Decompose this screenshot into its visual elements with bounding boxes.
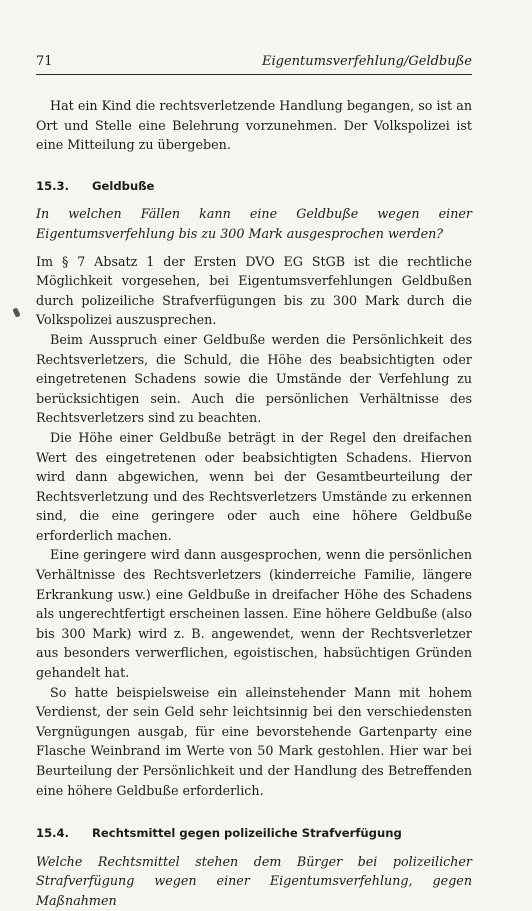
section-title: Rechtsmittel gegen polizeiliche Strafverfügung [92,826,402,841]
body-paragraph: Beim Ausspruch einer Geldbuße werden die Persönlichkeit des Rechtsverletzers, die Schuld, die Höhe des beabsichtigten oder eingetretenen Schadens sowie die Umstände der Verfehlung zu berücksichtigen sein. Auch die persönlichen Verhältnisse des Rechtsverletzers sind zu beachten. [36,331,472,426]
body-paragraph: So hatte beispielsweise ein alleinstehender Mann mit hohem Verdienst, der sein Geld sehr leichtsinnig bei den verschiedensten Vergnügungen ausgab, für eine bevorstehende Gartenparty eine Flasche Weinbrand im Werte von 50 Mark gestohlen. Hier war bei Beurteilung der Persönlichkeit und der Handlung des Betreffenden eine höhere Geldbuße erforderlich. [36,684,472,798]
section-heading-15-3 [36,177,472,197]
body-paragraph: Die Höhe einer Geldbuße beträgt in der Regel den dreifachen Wert des eingetretenen oder beabsichtigten Schadens. Hiervon wird dann abgewichen, wenn bei der Gesamtbeurteilung der Rechtsverletzung und des Rechtsverletzers Umstände zu erkennen sind, die eine geringere oder auch eine höhere Geldbuße erforderlich machen. [36,429,472,543]
body-paragraph: Im § 7 Absatz 1 der Ersten DVO EG StGB ist die rechtliche Möglichkeit vorgesehen, bei Eigentumsverfehlungen Geldbußen durch polizeiliche Strafverfügungen bis zu 300 Mark durch die Volkspolizei auszusprechen. [36,253,472,328]
section-number: 15.4. [36,826,70,841]
section-heading-15-4 [36,824,472,844]
running-title: Eigentumsverfehlung/Geldbuße [262,54,472,69]
margin-mark [12,307,20,317]
page-number: 71 [36,54,53,69]
intro-paragraph: Hat ein Kind die rechtsverletzende Handlung begangen, so ist an Ort und Stelle eine Belehrung vorzunehmen. Der Volkspolizei ist eine Mitteilung zu übergeben. [36,98,472,153]
section-question: In welchen Fällen kann eine Geldbuße wegen einer Eigentumsverfehlung bis zu 300 Mark ausgesprochen werden? [36,206,472,241]
section-number: 15.3. [36,178,70,193]
page-header [36,52,472,75]
body-paragraph: Eine geringere wird dann ausgesprochen, wenn die persönlichen Verhältnisse des Rechtsverletzers (kinderreiche Familie, längere Erkrankung usw.) eine Geldbuße in dreifacher Höhe des Schadens als ungerechtfertigt erscheinen lassen. Eine höhere Geldbuße (also bis 300 Mark) wird z. B. angewendet, wenn der Rechtsverletzer aus besonders verwerflichen, egoistischen, habsüchtigen Gründen gehandelt hat. [36,547,472,681]
section-title: Geldbuße [92,178,155,193]
page-body [36,96,472,911]
section-question: Welche Rechtsmittel stehen dem Bürger bei polizeilicher Strafverfügung wegen einer Eigentumsverfehlung, gegen Maßnahmen [36,853,472,908]
